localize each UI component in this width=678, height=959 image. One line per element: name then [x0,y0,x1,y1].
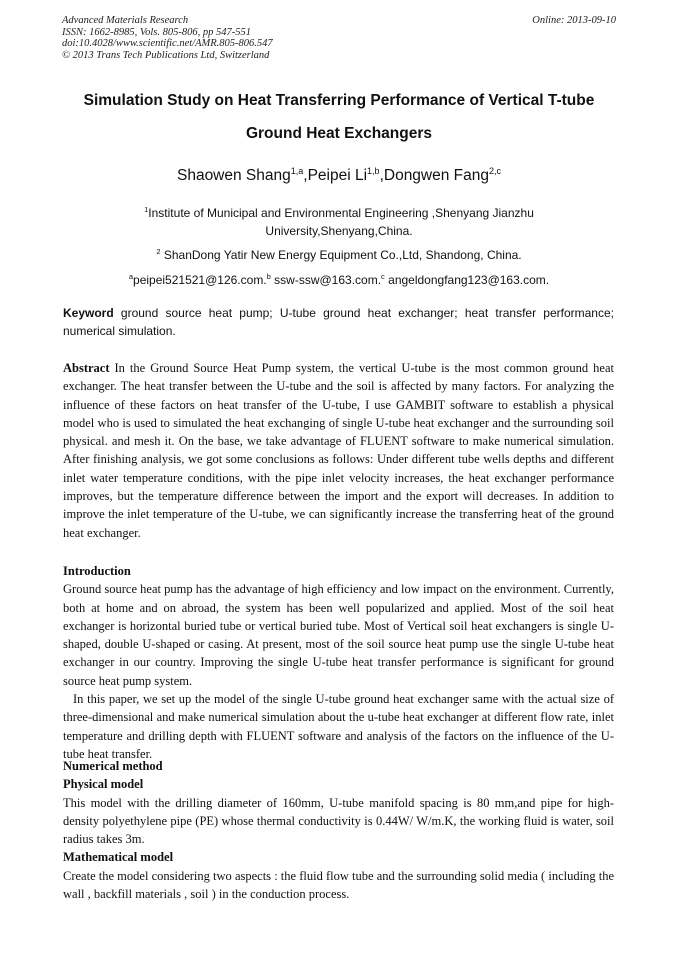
physical-model-heading: Physical model [63,777,144,792]
affiliation-number: 2 [156,247,161,256]
affiliation-2 [60,243,618,264]
journal-copyright: © 2013 Trans Tech Publications Ltd, Switzerland [62,49,270,61]
introduction-paragraph-2: In this paper, we set up the model of the single U-tube ground heat exchanger same with the actual size of three-dimensional and make numerical simulation about the u-tube heat exchanger at different flow rate, inlet temperature and drilling depth with FLUENT software and analysis of the factors on the influence of the U-tube heat transfer. [63,692,614,761]
author-affiliation-mark: 2,c [489,166,502,176]
affiliation-text: University,Shenyang,China. [265,224,413,238]
author-list [40,166,638,185]
author-affiliation-mark: 1,a [290,166,304,176]
abstract-text: In the Ground Source Heat Pump system, the vertical U-tube is the most common ground heat exchanger. The heat transfer between the U-tube and the soil is affected by many factors. For analyzing the influence of these factors on heat transfer of the U-tube, I use GAMBIT software to establish a physical model who is used to simulated the heat exchanging of single U-tube heat exchanger and the surrounding soil physical. and mesh it. On the base, we take advantage of FLUENT software to make numerical simulation. After finishing analysis, we got some conclusions as follows: Under different tube wells depths and different inlet water temperature conditions, with the pipe inlet velocity increases, the heat exchanger performance improves, but the temperature difference between the import and the export will decreases. In addition to improve the inlet temperature of the U-tube, we can significantly increase the transferring heat of the ground heat exchanger. [63,361,614,540]
affiliation-text: ShanDong Yatir New Energy Equipment Co.,Ltd, Shandong, China. [163,248,522,262]
online-date: Online: 2013-09-10 [532,15,616,26]
author-separator: , [379,167,384,185]
author-separator: , [303,167,308,185]
email-mark: b [266,272,271,281]
mathematical-model-text: Create the model considering two aspects : the fluid flow tube and the surrounding solid media ( including the wall , backfill materials , soil ) in the conduction process. [63,868,614,902]
numerical-method-section [63,757,614,903]
paper-title-line-1: Simulation Study on Heat Transferring Performance of Vertical T-tube [83,92,595,109]
author-name: Dongwen Fang [383,167,489,185]
introduction-heading: Introduction [63,564,131,578]
journal-header [62,15,616,61]
keyword-label: Keyword [63,306,114,320]
introduction-paragraph-1: Ground source heat pump has the advantage of high efficiency and low impact on the environment. Currently, both at home and on abroad, the system has been well popularized and applied. Most of the soil heat exchanger is horizontal buried tube or vertical buried tube. Most of Vertical soil heat exchangers is single U-shaped, double U-shaped or casing. At present, most of the soil source heat pump use the single U-tube heat exchanger in our country. Improving the single U-tube heat transfer performance is significant for ground source heat pump system. [63,582,614,688]
author-name: Shaowen Shang [176,167,291,185]
keyword-text: ground source heat pump; U-tube ground heat exchanger; heat transfer performance; numerical simulation. [63,306,614,338]
abstract-label: Abstract [63,361,110,375]
journal-doi: doi:10.4028/www.scientific.net/AMR.805-806.547 [62,38,273,49]
introduction-section [63,562,614,763]
journal-issn: ISSN: 1662-8985, Vols. 805-806, pp 547-551 [62,26,251,38]
email-link[interactable]: ssw-ssw@163.com. [274,273,382,287]
email-mark: c [381,272,385,281]
author-name: Peipei Li [307,167,368,185]
email-mark: a [128,272,134,281]
affiliation-number: 1 [144,205,149,214]
email-link[interactable]: angeldongfang123@163.com. [388,273,550,287]
affiliation-1 [60,201,618,240]
author-emails [60,268,618,289]
email-link[interactable]: peipei521521@126.com. [133,273,267,287]
numerical-method-heading: Numerical method [63,759,163,773]
physical-model-text: This model with the drilling diameter of 160mm, U-tube manifold spacing is 80 mm,and pipe for high-density polyethylene pipe (PE) whose thermal conductivity is 0.44W/ W/m.K, the working fluid is water, soil radius takes 3m. [63,795,614,847]
journal-name: Advanced Materials Research [62,15,189,26]
author-affiliation-mark: 1,b [367,166,380,176]
mathematical-model-heading: Mathematical model [63,850,174,865]
paper-title-line-2: Ground Heat Exchangers [245,125,433,142]
abstract-section [63,359,614,542]
affiliation-text: Institute of Municipal and Environmental Engineering ,Shenyang Jianzhu [148,206,534,220]
keyword-section [63,304,614,340]
